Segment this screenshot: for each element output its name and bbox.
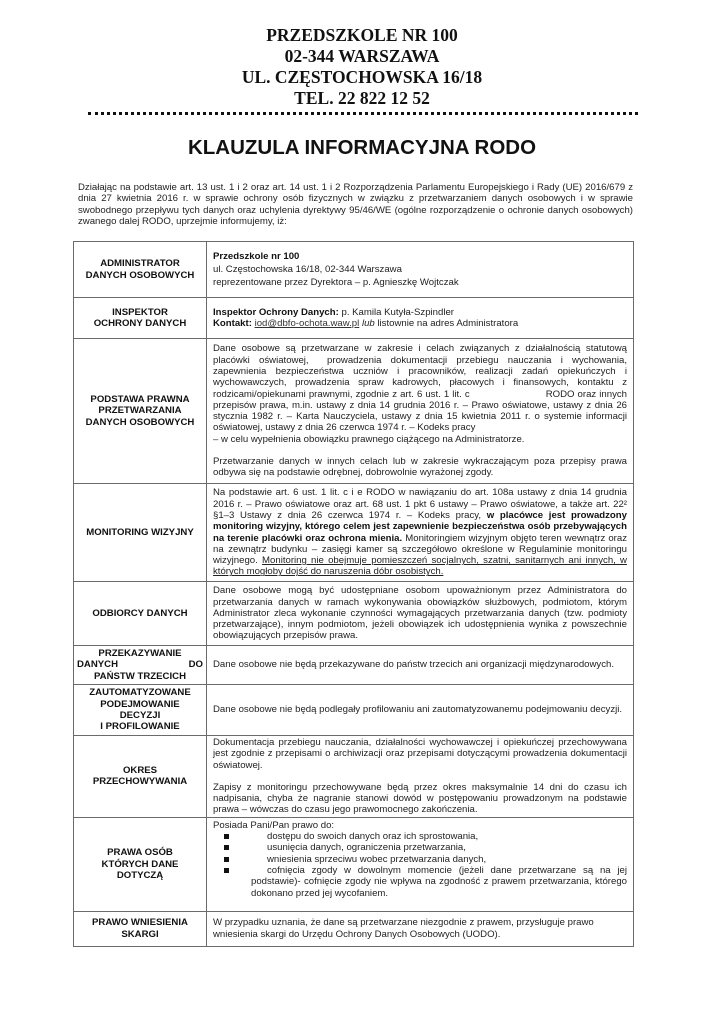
row-value [207, 339, 634, 484]
row-label [74, 484, 207, 582]
label-line: PAŃSTW TRZECICH [93, 670, 187, 682]
row-value [207, 484, 634, 582]
retention-documents: Dokumentacja przebiegu nauczania, działalności wychowawczej i opiekuńczej przechowywana jest zgodnie z przepisami o archiwizacji oraz przepisami dotyczącymi prowadzenia dokumentacji oświatowej. [213, 737, 627, 771]
label-line: PODSTAWA PRAWNA [90, 394, 190, 406]
legal-basis-paragraph: Dane osobowe są przetwarzane w zakresie i celach związanych z działalnością statutową placówki oświatowej, prowadzenia dokumentacji przebiegu nauczania i wychowania, zapewnienia bezpieczeństwa uczniów i pracowników, realizacji zadań opiekuńczych i wychowawczych, prowadzenia spraw kadrowych, płacowych i finansowych, kontaktu z rodzicami/opiekunami prawnymi, zgodnie z art. 6 ust. 1 lit. c RODO oraz innych przepisów prawa, m.in. ustawy z dnia 14 grudnia 2016 r. – Prawo oświatowe, ustawy z dnia 26 stycznia 1982 r. – Karta Nauczyciela, ustawy z dnia 15 kwietnia 2011 r. o systemie informacji oświatowej, ustawy z dnia 26 czerwca 1974 r. – Kodeks pracy [213, 343, 630, 434]
right-text: dostępu do swoich danych oraz ich sprostowania, [267, 831, 479, 843]
label-line: I PROFILOWANIE [100, 721, 180, 733]
monitoring-exclusion: Monitoring nie obejmuje pomieszczeń socjalnych, szatni, sanitarnych ani innych, w których mogłoby dojść do naruszenia dóbr osobistych. [213, 555, 627, 578]
administrator-representative: reprezentowane przez Dyrektora – p. Agnieszkę Wojtczak [213, 277, 459, 289]
monitoring-scope: Monitoringiem wizyjnym objęto teren wewnątrz oraz na zewnątrz budynku – zasięgi kamer są szczegółowo określone w Regulaminie monitoringu wizyjnego. [213, 532, 627, 567]
row-value [207, 242, 634, 298]
row-label [74, 339, 207, 484]
bullet-icon [224, 834, 229, 839]
school-phone: TEL. 22 822 12 52 [294, 88, 430, 108]
retention-monitoring: Zapisy z monitoringu przechowywane będą przez okres maksymalnie 14 dni do czasu ich nadpisania, chyba że nagranie stanowi dowód w postępowaniu prowadzonym na podstawie prawa – wówczas do czasu jego prawomocnego zakończenia. [213, 781, 627, 816]
label-word: DANYCH [77, 659, 119, 671]
label-line: OCHRONY DANYCH [93, 318, 187, 329]
or-text: lub [361, 318, 375, 329]
row-value [207, 582, 634, 646]
label-line: DANYCH OSOBOWYCH [85, 269, 195, 281]
label-line: DECYZJI [119, 710, 161, 721]
right-text: cofnięcia zgody w dowolnym momencie (jeżeli dane przetwarzane są na jej podstawie)- cofnięcie zgody nie wpływa na zgodność z prawem przetwarzania, którego dokonano przed jej wycofaniem. [251, 864, 627, 899]
label-line: ODBIORCY DANYCH [92, 607, 188, 619]
legal-basis-purpose: – w celu wypełnienia obowiązku prawnego ciążącego na Administratorze. [213, 433, 525, 445]
table-row-automated [74, 685, 634, 736]
gdpr-info-table [73, 241, 634, 947]
table-row-retention [74, 736, 634, 818]
label-line [77, 659, 203, 670]
table-row-administrator [74, 242, 634, 298]
inspector-contact [213, 318, 627, 329]
label-line: SKARGI [121, 928, 159, 940]
label-line: OKRES [122, 765, 158, 777]
row-value [207, 685, 634, 736]
label-line: PRZEKAZYWANIE [98, 648, 182, 660]
label-line: KTÓRYCH DANE [101, 858, 179, 870]
label-line: PRZETWARZANIA [98, 405, 182, 417]
label-line: PRAWA OSÓB [107, 847, 173, 859]
row-value [207, 911, 634, 946]
row-value [207, 646, 634, 685]
label-line: INSPEKTOR [112, 306, 168, 318]
bullet-icon [224, 857, 229, 862]
inspector-name [213, 307, 627, 318]
row-label [74, 736, 207, 818]
contact-rest: listownie na adres Administratora [374, 318, 519, 329]
label-line: ADMINISTRATOR [100, 258, 180, 270]
school-postal-city: 02-344 WARSZAWA [284, 46, 440, 66]
school-street: UL. CZĘSTOCHOWSKA 16/18 [241, 67, 483, 87]
label-line: PRAWO WNIESIENIA [92, 917, 188, 929]
row-label [74, 298, 207, 339]
document-title: KLAUZULA INFORMACYJNA RODO [187, 136, 537, 159]
right-text: wniesienia sprzeciwu wobec przetwarzania danych, [267, 853, 487, 865]
table-row-recipients [74, 582, 634, 646]
label-line: ZAUTOMATYZOWANE [89, 687, 191, 699]
table-row-complaint [74, 911, 634, 946]
label-line: MONITORING WIZYJNY [86, 526, 194, 538]
table-row-rights [74, 817, 634, 911]
list-item [213, 842, 627, 853]
row-value [207, 817, 634, 911]
label-line: PRZECHOWYWANIA [92, 776, 188, 788]
contact-label: Kontakt: [213, 318, 252, 329]
complaint-text: W przypadku uznania, że dane są przetwarzane niezgodnie z prawem, przysługuje prawo wniesienia skargi do Urzędu Ochrony Danych Osobowych (UODO). [213, 917, 594, 940]
school-name: PRZEDSZKOLE NR 100 [266, 25, 458, 45]
label-line: DANYCH OSOBOWYCH [85, 416, 195, 428]
row-label [74, 646, 207, 685]
rights-list [213, 831, 627, 899]
table-row-transfer [74, 646, 634, 685]
header-separator [88, 112, 638, 115]
administrator-name: Przedszkole nr 100 [213, 250, 300, 262]
intro-paragraph: Działając na podstawie art. 13 ust. 1 i 2 oraz art. 14 ust. 1 i 2 Rozporządzenia Parlamentu Europejskiego i Rady (UE) 2016/679 z dnia 27 kwietnia 2016 r. w sprawie ochrony osób fizycznych w związku z przetwarzaniem danych osobowych i w sprawie swobodnego przepływu tych danych oraz uchylenia dyrektywy 95/46/WE (ogólne rozporządzenie o ochronie danych osobowych) zwanego dalej RODO, uprzejmie informujemy, iż: [78, 182, 633, 227]
inspector-name-label: Inspektor Ochrony Danych: [213, 306, 339, 318]
recipients-text: Dane osobowe mogą być udostępniane osobom upoważnionym przez Administratora do przetwarzania danych w ramach wykonywania obowiązków służbowych, podmiotom, którym Administrator zleca wykonanie czynności wymagających przetwarzania danych (tzw. podmioty przetwarzające), innym podmiotom, jeżeli obowiązek ich udostępnienia wynika z powszechnie obowiązujących przepisów prawa. [213, 585, 627, 642]
row-label [74, 817, 207, 911]
row-label [74, 911, 207, 946]
row-value [207, 298, 634, 339]
transfer-text: Dane osobowe nie będą przekazywane do państw trzecich ani organizacji międzynarodowych. [213, 659, 615, 671]
monitoring-purpose: w placówce jest prowadzony monitoring wizyjny, którego celem jest zapewnienie bezpieczeństwa osób przebywających na terenie placówki oraz ochrona mienia. [213, 509, 627, 544]
list-item [213, 865, 627, 899]
label-line: DOTYCZĄ [116, 869, 164, 881]
row-value [207, 736, 634, 818]
row-label [74, 582, 207, 646]
table-row-legal-basis [74, 339, 634, 484]
table-row-monitoring [74, 484, 634, 582]
row-label [74, 685, 207, 736]
right-text: usunięcia danych, ograniczenia przetwarzania, [267, 842, 466, 854]
list-item [213, 831, 627, 842]
monitoring-basis: Na podstawie art. 6 ust. 1 lit. c i e RODO w nawiązaniu do art. 108a ustawy z dnia 14 grudnia 2016 r. – Prawo oświatowe oraz art. 68 ust. 1 pkt 6 ustawy – Prawo oświatowe, a także art. 22² §1–3 Ustawy z dnia 26 czerwca 1974 r. – Kodeks pracy, [213, 487, 627, 521]
automated-text: Dane osobowe nie będą podlegały profilowaniu ani zautomatyzowanemu podejmowaniu decyzji. [213, 704, 623, 716]
label-word: DO [188, 659, 203, 671]
inspector-name-value: p. Kamila Kutyła-Szpindler [338, 306, 454, 318]
table-row-inspector [74, 298, 634, 339]
bullet-icon [224, 845, 229, 850]
label-line: PODEJMOWANIE [100, 698, 180, 710]
inspector-email-link[interactable]: iod@dbfo-ochota.waw.pl [254, 318, 360, 329]
row-label [74, 242, 207, 298]
legal-basis-consent: Przetwarzanie danych w innych celach lub w zakresie wykraczającym poza przepisy prawa odbywa się na podstawie odrębnej, dobrowolnie wyrażonej zgody. [213, 456, 627, 479]
administrator-address: ul. Częstochowska 16/18, 02-344 Warszawa [213, 263, 402, 275]
list-item [213, 854, 627, 865]
rights-intro: Posiada Pani/Pan prawo do: [213, 819, 335, 831]
bullet-icon [224, 868, 229, 873]
